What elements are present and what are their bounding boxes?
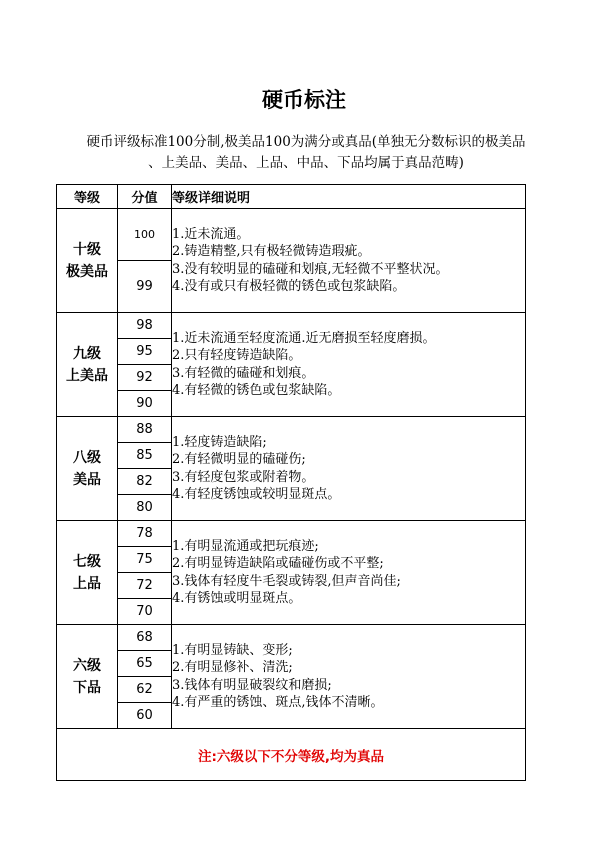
grade-label: 上品 — [73, 575, 101, 592]
detail-line: 2.铸造精整,只有极轻微铸造瑕疵。 — [172, 244, 371, 259]
detail-line: 2.只有轻度铸造缺陷。 — [172, 348, 302, 363]
detail-line: 2.有轻微明显的磕碰伤; — [172, 452, 306, 467]
intro-line-1: 硬币评级标准100分制,极美品100为满分或真品(单独无分数标识的极美品 — [86, 134, 526, 150]
detail-line: 4.有轻微的锈色或包浆缺陷。 — [172, 383, 341, 398]
detail-line: 4.没有或只有极轻微的锈色或包浆缺陷。 — [172, 279, 406, 294]
score-cell: 68 — [118, 625, 172, 651]
grade-label: 上美品 — [66, 367, 108, 384]
detail-line: 3.钱体有轻度牛毛裂或铸裂,但声音尚佳; — [172, 573, 401, 589]
details-cell — [172, 209, 526, 313]
detail-line: 2.有明显铸造缺陷或磕碰伤或不平整; — [172, 556, 384, 571]
grade-cell — [57, 313, 118, 417]
details-cell — [172, 625, 526, 729]
table-row — [57, 625, 526, 651]
detail-line: 2.有明显修补、清洗; — [172, 660, 293, 675]
grade-level: 十级 — [73, 241, 101, 258]
table-row — [57, 417, 526, 443]
grade-level: 七级 — [73, 553, 101, 570]
note-row — [57, 729, 526, 781]
grade-label: 下品 — [73, 679, 101, 696]
grade-level: 八级 — [73, 449, 101, 466]
score-cell: 88 — [118, 417, 172, 443]
score-cell: 100 — [118, 209, 172, 261]
table-row — [57, 209, 526, 261]
grade-label: 极美品 — [66, 263, 108, 280]
table-row — [57, 313, 526, 339]
score-cell: 85 — [118, 443, 172, 469]
details-cell — [172, 521, 526, 625]
detail-line: 4.有严重的锈蚀、斑点,钱体不清晰。 — [172, 695, 384, 710]
score-cell: 98 — [118, 313, 172, 339]
score-cell: 72 — [118, 573, 172, 599]
detail-line: 1.近未流通至轻度流通.近无磨损至轻度磨损。 — [172, 330, 436, 346]
score-cell: 80 — [118, 495, 172, 521]
detail-line: 4.有锈蚀或明显斑点。 — [172, 591, 302, 606]
detail-line: 3.钱体有明显破裂纹和磨损; — [172, 677, 332, 693]
grade-level: 六级 — [73, 657, 101, 674]
detail-line: 3.有轻微的磕碰和划痕。 — [172, 365, 315, 381]
details-cell — [172, 417, 526, 521]
intro-line-2: 、上美品、美品、上品、中品、下品均属于真品范畴) — [148, 155, 464, 171]
details-cell — [172, 313, 526, 417]
grade-level: 九级 — [73, 345, 101, 362]
header-score: 分值 — [118, 185, 172, 209]
score-cell: 90 — [118, 391, 172, 417]
header-grade: 等级 — [57, 185, 118, 209]
header-row — [57, 185, 526, 209]
page-title: 硬币标注 — [262, 88, 346, 112]
table-row — [57, 521, 526, 547]
score-cell: 95 — [118, 339, 172, 365]
detail-line: 3.没有较明显的磕碰和划痕,无轻微不平整状况。 — [172, 261, 449, 277]
detail-line: 1.有明显铸缺、变形; — [172, 642, 293, 658]
score-cell: 82 — [118, 469, 172, 495]
score-cell: 60 — [118, 703, 172, 729]
grading-table — [56, 184, 526, 781]
score-cell: 99 — [118, 261, 172, 313]
score-cell: 75 — [118, 547, 172, 573]
detail-line: 1.有明显流通或把玩痕迹; — [172, 538, 319, 554]
detail-line: 4.有轻度锈蚀或较明显斑点。 — [172, 487, 341, 502]
intro-text — [56, 132, 556, 174]
score-cell: 92 — [118, 365, 172, 391]
score-cell: 65 — [118, 651, 172, 677]
detail-line: 3.有轻度包浆或附着物。 — [172, 469, 315, 485]
note-text: 注:六级以下不分等级,均为真品 — [57, 729, 526, 781]
grade-cell — [57, 521, 118, 625]
score-cell: 78 — [118, 521, 172, 547]
detail-line: 1.轻度铸造缺陷; — [172, 434, 267, 450]
grade-label: 美品 — [73, 471, 101, 488]
score-cell: 70 — [118, 599, 172, 625]
detail-line: 1.近未流通。 — [172, 226, 250, 242]
grade-cell — [57, 417, 118, 521]
header-details: 等级详细说明 — [172, 185, 526, 209]
score-cell: 62 — [118, 677, 172, 703]
grade-cell — [57, 209, 118, 313]
grade-cell — [57, 625, 118, 729]
